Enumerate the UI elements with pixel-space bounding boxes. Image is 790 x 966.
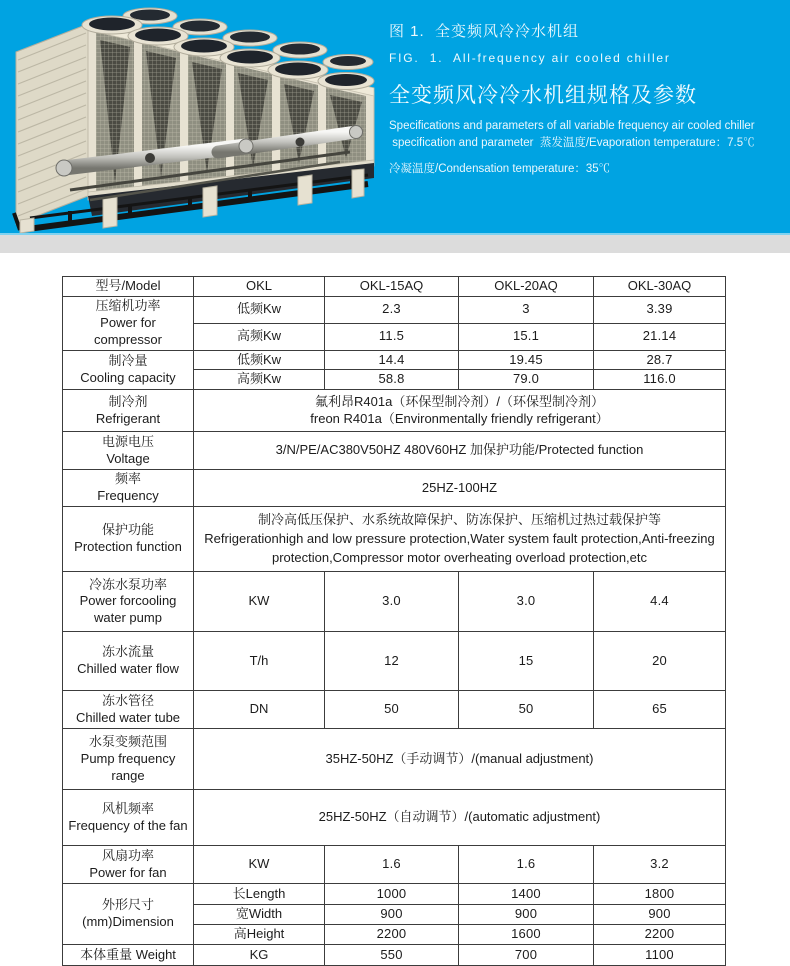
- hero-banner: [0, 0, 790, 235]
- fan-freq-value: 25HZ-50HZ（自动调节）/(automatic adjustment): [194, 790, 726, 846]
- value: 900: [459, 905, 594, 925]
- spec-table: [62, 276, 726, 966]
- subtitle-line-1: Specifications and parameters of all variable frequency air cooled chiller: [389, 120, 755, 132]
- label-zh: 水泵变频范围: [88, 734, 167, 749]
- label-en: Protection function: [74, 539, 182, 555]
- value: 1400: [459, 884, 594, 905]
- grey-divider-band: [0, 235, 790, 253]
- unit: DN: [194, 691, 325, 729]
- sub-label-width: 宽Width: [194, 905, 325, 925]
- pump-freq-value: 35HZ-50HZ（手动调节）/(manual adjustment): [194, 729, 726, 790]
- page-title: 全变频风冷冷水机组规格及参数: [389, 84, 697, 107]
- label-zh: 制冷剂: [108, 393, 148, 409]
- value: 79.0: [459, 370, 594, 390]
- value: 900: [594, 905, 726, 925]
- label-pump-freq-range: [63, 729, 194, 790]
- header-model: 型号/Model: [63, 277, 194, 297]
- value: 15: [459, 632, 594, 691]
- label-en: Chilled water tube: [75, 709, 181, 725]
- value: 3: [459, 296, 594, 323]
- value: 700: [459, 945, 594, 966]
- value: 2.3: [325, 296, 459, 323]
- unit: KW: [194, 572, 325, 632]
- label-en: Voltage: [106, 450, 150, 466]
- label-en: Cooling capacity: [80, 369, 176, 385]
- table-row-fan-freq: [63, 790, 726, 846]
- label-refrigerant: [63, 390, 194, 432]
- label-zh: 外形尺寸: [101, 897, 154, 913]
- table-row-refrigerant: [63, 390, 726, 432]
- label-en: (mm)Dimension: [82, 914, 174, 930]
- label-zh: 压缩机功率: [95, 297, 161, 313]
- label-zh: 风机频率: [101, 800, 154, 816]
- sub-label-height: 高Height: [194, 925, 325, 945]
- value: 4.4: [594, 572, 726, 632]
- sub-label-length: 长Length: [194, 884, 325, 905]
- frequency-value: 25HZ-100HZ: [194, 470, 726, 507]
- value: 2200: [325, 925, 459, 945]
- label-en: Power for compressor: [94, 314, 162, 347]
- label-zh: 冷冻水泵功率: [88, 576, 167, 592]
- sub-label-low-freq: 低频Kw: [194, 350, 325, 370]
- value-en: freon R401a（Environmentally friendly refrigerant）: [310, 410, 609, 426]
- value: 550: [325, 945, 459, 966]
- label-compressor-power: [63, 296, 194, 350]
- label-en: Chilled water flow: [77, 661, 179, 677]
- value: 14.4: [325, 350, 459, 370]
- value-zh: 制冷高低压保护、水系统故障保护、防冻保护、压缩机过热过载保护等: [257, 512, 661, 528]
- value: 50: [459, 691, 594, 729]
- table-row-pump-power: [63, 572, 726, 632]
- unit: KG: [194, 945, 325, 966]
- value: 3.0: [325, 572, 459, 632]
- table-row-header: [63, 277, 726, 297]
- label-en: Power for fan: [89, 864, 167, 880]
- label-water-flow: [63, 632, 194, 691]
- label-zh: 保护功能: [101, 522, 154, 538]
- table-row-water-tube: [63, 691, 726, 729]
- label-en: Frequency of the fan: [68, 817, 188, 833]
- table-row-cooling-low: [63, 350, 726, 370]
- figure-caption-zh: 图 1. 全变频风冷冷水机组: [389, 23, 580, 40]
- value: 900: [325, 905, 459, 925]
- value: 20: [594, 632, 726, 691]
- figure-caption-en: FIG. 1. All-frequency air cooled chiller: [389, 51, 671, 65]
- table-row-water-flow: [63, 632, 726, 691]
- table-row-pump-freq: [63, 729, 726, 790]
- refrigerant-value: [194, 390, 726, 432]
- value: 12: [325, 632, 459, 691]
- label-water-tube: [63, 691, 194, 729]
- label-pump-power: [63, 572, 194, 632]
- label-frequency: [63, 470, 194, 507]
- hero-bottom-strip: [0, 233, 790, 235]
- label-cooling-capacity: [63, 350, 194, 390]
- table-row-voltage: [63, 432, 726, 470]
- header-okl-20aq: OKL-20AQ: [459, 277, 594, 297]
- value: 21.14: [594, 323, 726, 350]
- value: 1600: [459, 925, 594, 945]
- value: 1800: [594, 884, 726, 905]
- value: 65: [594, 691, 726, 729]
- label-zh: 频率: [114, 471, 141, 487]
- voltage-value: 3/N/PE/AC380V50HZ 480V60HZ 加保护功能/Protected function: [194, 432, 726, 470]
- value: 1100: [594, 945, 726, 966]
- value: 2200: [594, 925, 726, 945]
- label-zh: 冻水流量: [101, 644, 154, 660]
- hero-text-block: [389, 20, 787, 178]
- label-weight: 本体重量 Weight: [63, 945, 194, 966]
- protection-value: [194, 507, 726, 572]
- header-okl: OKL: [194, 277, 325, 297]
- value: 116.0: [594, 370, 726, 390]
- value: 3.39: [594, 296, 726, 323]
- label-fan-frequency: [63, 790, 194, 846]
- table-row-compressor-low: [63, 296, 726, 323]
- table-row-frequency: [63, 470, 726, 507]
- header-okl-15aq: OKL-15AQ: [325, 277, 459, 297]
- value-zh: 氟利昂R401a（环保型制冷剂）/（环保型制冷剂）: [315, 393, 604, 409]
- label-protection: [63, 507, 194, 572]
- label-en: Refrigerant: [95, 410, 161, 426]
- table-row-length: [63, 884, 726, 905]
- chiller-product-photo: [0, 0, 390, 235]
- value: 28.7: [594, 350, 726, 370]
- table-row-fan-power: [63, 846, 726, 884]
- label-en: Pump frequency range: [80, 750, 176, 783]
- value: 1.6: [459, 846, 594, 884]
- value: 3.2: [594, 846, 726, 884]
- value: 58.8: [325, 370, 459, 390]
- value-en: Refrigerationhigh and low pressure protection,Water system fault protection,Anti-freezing protection,Compressor motor overheating overload protection,etc: [204, 530, 715, 565]
- sub-label-high-freq: 高频Kw: [194, 323, 325, 350]
- label-en: Power forcooling water pump: [79, 593, 177, 626]
- value: 3.0: [459, 572, 594, 632]
- subtitle-line-3: 冷凝温度/Condensation temperature：35℃: [389, 162, 611, 175]
- header-okl-30aq: OKL-30AQ: [594, 277, 726, 297]
- unit: KW: [194, 846, 325, 884]
- value: 1000: [325, 884, 459, 905]
- value: 11.5: [325, 323, 459, 350]
- unit: T/h: [194, 632, 325, 691]
- label-dimension: [63, 884, 194, 945]
- value: 1.6: [325, 846, 459, 884]
- label-fan-power: [63, 846, 194, 884]
- label-zh: 制冷量: [108, 353, 148, 369]
- label-zh: 电源电压: [101, 433, 154, 449]
- value: 15.1: [459, 323, 594, 350]
- subtitle-line-2: specification and parameter 蒸发温度/Evaporation temperature：7.5℃: [389, 137, 755, 150]
- sub-label-high-freq: 高频Kw: [194, 370, 325, 390]
- label-en: Frequency: [97, 488, 159, 504]
- label-zh: 冻水管径: [101, 692, 154, 708]
- value: 50: [325, 691, 459, 729]
- sub-label-low-freq: 低频Kw: [194, 296, 325, 323]
- label-voltage: [63, 432, 194, 470]
- chiller-side-panel: [16, 24, 88, 224]
- table-row-protection: [63, 507, 726, 572]
- value: 19.45: [459, 350, 594, 370]
- table-row-weight: [63, 945, 726, 966]
- label-zh: 风扇功率: [101, 847, 154, 863]
